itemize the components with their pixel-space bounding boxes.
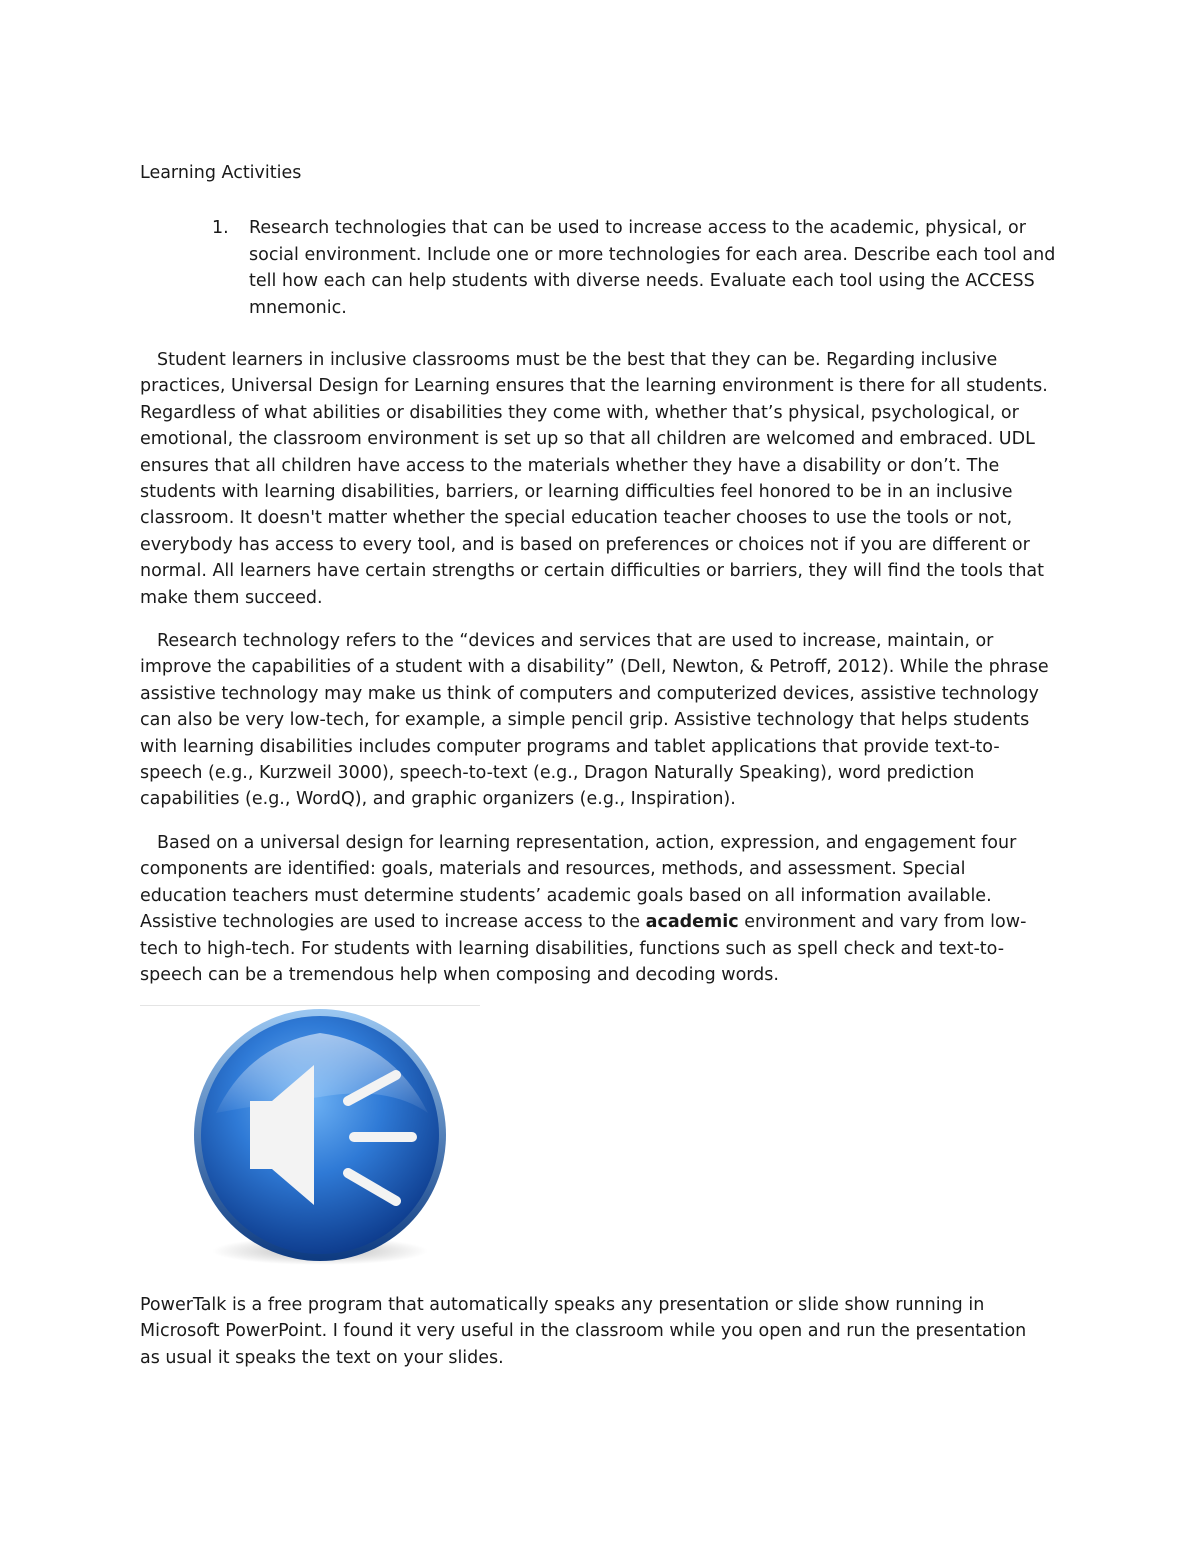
paragraph-text: Based on a universal design for learning representation, action, expression, and engagement four components are identified: goals, materials and resources, methods, and assessment. Special education teachers must determine students’ academic goals based on all information available. Assistive technologies are used to increase access to the	[140, 833, 1017, 933]
paragraph-udl-components	[140, 830, 1055, 988]
paragraph-powertalk: PowerTalk is a free program that automatically speaks any presentation or slide show running in Microsoft PowerPoint. I found it very useful in the classroom while you open and run the presentation as usual it speaks the text on your slides.	[140, 1295, 1027, 1368]
speaker-volume-icon	[188, 1005, 453, 1270]
speaker-icon-graphic	[188, 1005, 453, 1270]
page-heading: Learning Activities	[140, 163, 302, 183]
paragraph-text: environment and vary from low-tech to high-tech. For students with learning disabilities, functions such as spell check and text-to-speech can be a tremendous help when composing and decoding words.	[140, 912, 1027, 986]
list-item-text: Research technologies that can be used to increase access to the academic, physical, or social environment. Include one or more technologies for each area. Describe each tool and tell how each can help students with diverse needs. Evaluate each tool using the ACCESS mnemonic.	[249, 218, 1056, 318]
activity-list	[140, 215, 1070, 321]
paragraph-research-technology: Research technology refers to the “devices and services that are used to increase, maintain, or improve the capabilities of a student with a disability” (Dell, Newton, & Petroff, 2012). While the phrase assistive technology may make us think of computers and computerized devices, assistive technology can also be very low-tech, for example, a simple pencil grip. Assistive technology that helps students with learning disabilities includes computer programs and tablet applications that provide text-to-speech (e.g., Kurzweil 3000), speech-to-text (e.g., Dragon Naturally Speaking), word prediction capabilities (e.g., WordQ), and graphic organizers (e.g., Inspiration).	[140, 631, 1049, 810]
list-item-number: 1.	[212, 218, 229, 238]
emphasized-word: academic	[645, 912, 739, 933]
list-item	[140, 215, 1070, 321]
paragraph-inclusive-classrooms: Student learners in inclusive classrooms must be the best that they can be. Regarding inclusive practices, Universal Design for Learning ensures that the learning environment is there for all students. Regardless of what abilities or disabilities they come with, whether that’s physical, psychological, or emotional, the classroom environment is set up so that all children are welcomed and embraced. UDL ensures that all children have access to the materials whether they have a disability or don’t. The students with learning disabilities, barriers, or learning difficulties feel honored to be in an inclusive classroom. It doesn't matter whether the special education teacher chooses to use the tools or not, everybody has access to every tool, and is based on preferences or choices not if you are different or normal. All learners have certain strengths or certain difficulties or barriers, they will find the tools that make them succeed.	[140, 350, 1048, 608]
